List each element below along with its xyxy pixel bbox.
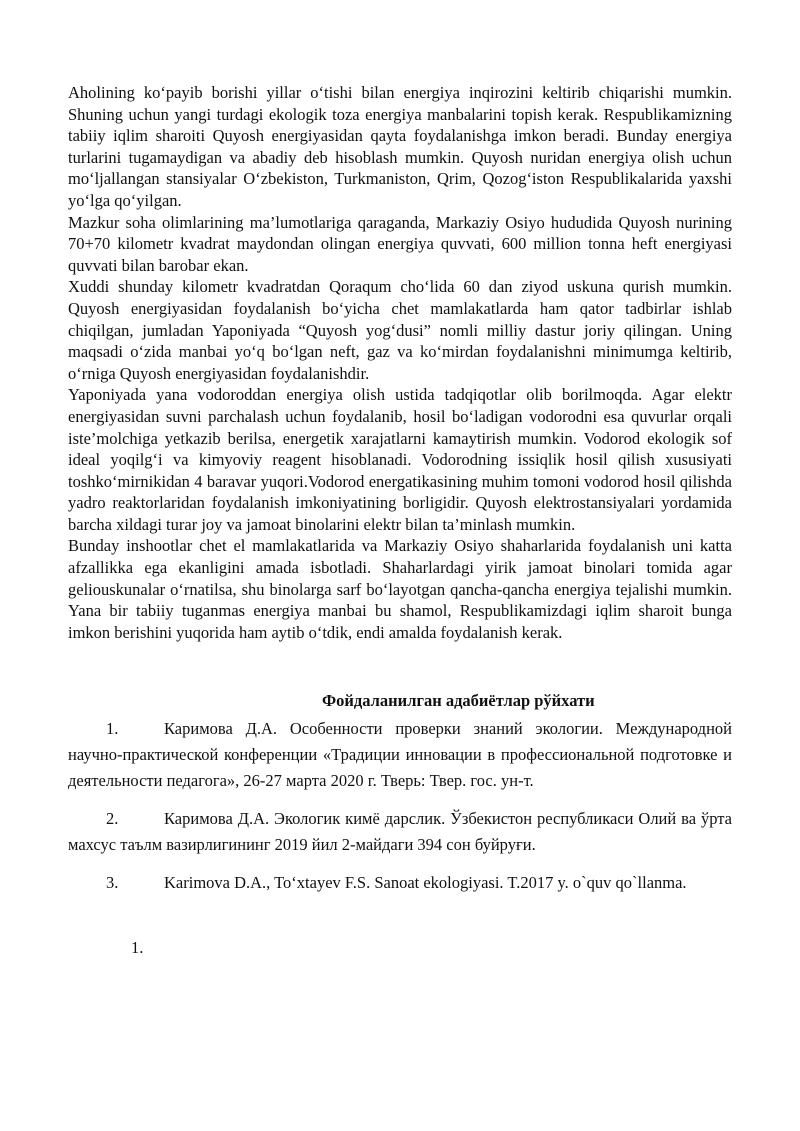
reference-number: 3. [106,873,119,892]
reference-text: Karimova D.A., To‘xtayev F.S. Sanoat ekologiyasi. T.2017 y. o`quv qo`llanma. [164,873,687,892]
body-text [68,82,732,643]
reference-number: 1. [106,719,119,738]
references-heading: Фойдаланилган адабиётлар рўйхати [322,691,595,710]
paragraph: Bunday inshootlar chet el mamlakatlarida va Markaziy Osiyo shaharlarida foydalanish uni katta afzallikka ega ekanligini amada isbotladi. Shaharlardagi yirik jamoat binolari tomida agar geliouskunalar o‘rnatilsa, shu binolarga sarf bo‘layotgan qancha-qancha energiya tejalishi mumkin. Yana bir tabiiy tuganmas energiya manbai bu shamol, Respublikamizdagi iqlim sharoit bunga imkon berishini yuqorida ham aytib o‘tdik, endi amalda foydalanish kerak. [68,536,732,642]
paragraph: Xuddi shunday kilometr kvadratdan Qoraqum cho‘lida 60 dan ziyod uskuna qurish mumkin. Quyosh energiyasidan foydalanish bo‘yicha chet mamlakatlarda ham qator tadbirlar ishlab chiqilgan, jumladan Yaponiyada “Quyosh yog‘dusi” nomli milliy dastur joriy qilingan. Uning maqsadi o‘zida manbai yo‘q bo‘lgan neft, gaz va ko‘mirdan foydalanishni minimumga keltirib, o‘rniga Quyosh energiyasidan foydalanishdir. [68,277,732,383]
reference-item [68,870,732,896]
paragraph: Yaponiyada yana vodoroddan energiya olish ustida tadqiqotlar olib borilmoqda. Agar elektr energiyasidan suvni parchalash uchun foydalanib, hosil bo‘ladigan vodorodni esa quvurlar orqali iste’molchiga yetkazib berilsa, energetik xarajatlarni kamaytirish mumkin. Vodorod ekologik sof ideal yoqilg‘i va kimyoviy reagent hisoblanadi. Vodorodning issiqlik hosil qilish xususiyati toshko‘mirnikidan 4 baravar yuqori.Vodorod energatikasining muhim tomoni vodorod hosil qilishda yadro reaktorlaridan foydalanish imkoniyatining borligidir. Quyosh elektrostansiyalari yordamida barcha xildagi turar joy va jamoat binolarini elektr bilan ta’minlash mumkin. [68,385,732,534]
paragraph: Aholining ko‘payib borishi yillar o‘tishi bilan energiya inqirozini keltirib chiqarishi mumkin. Shuning uchun yangi turdagi ekologik toza energiya manbalarini topish kerak. Respublikamizning tabiiy iqlim sharoiti Quyosh energiyasidan qayta foydalanishga imkon beradi. Bunday energiya turlarini tugamaydigan va abadiy deb hisoblash mumkin. Quyosh nuridan energiya olish uchun mo‘ljallangan stansiyalar O‘zbekiston, Turkmaniston, Qrim, Qozog‘iston Respublikalarida yaxshi yo‘lga qo‘yilgan. [68,83,732,210]
references-list [68,716,732,908]
trailing-list-number: 1. [131,938,144,957]
reference-text: Каримова Д.А. Экологик кимё дарслик. Ўзбекистон республикаси Олий ва ўрта махсус таълм вазирлигининг 2019 йил 2-майдаги 394 сон буйруғи. [68,809,732,854]
reference-item [68,716,732,794]
reference-text: Каримова Д.А. Особенности проверки знаний экологии. Международной научно-практической конференции «Традиции инновации в профессиональной подготовке и деятельности педагога», 26-27 марта 2020 г. Тверь: Твер. гос. ун-т. [68,719,732,790]
paragraph: Mazkur soha olimlarining ma’lumotlariga qaraganda, Markaziy Osiyo hududida Quyosh nurining 70+70 kilometr kvadrat maydondan olingan energiya quvvati, 600 million tonna heft energiyasi quvvati bilan barobar ekan. [68,212,732,275]
reference-item [68,806,732,858]
reference-number: 2. [106,809,119,828]
